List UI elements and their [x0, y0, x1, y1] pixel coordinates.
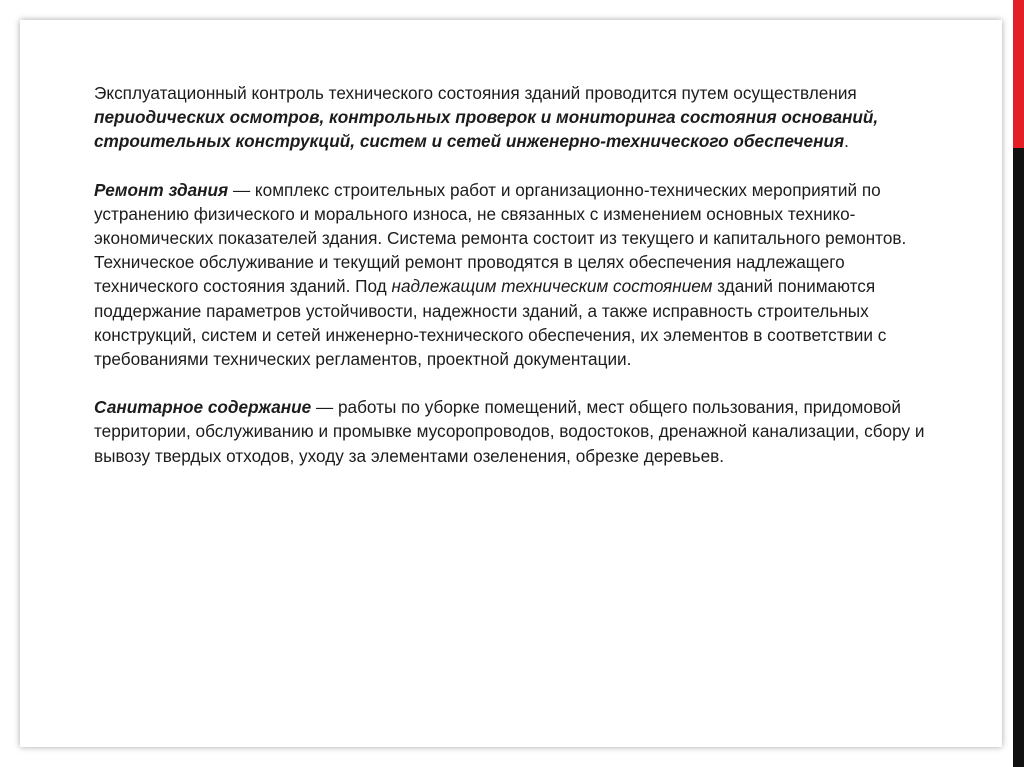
text-span: — комплекс строительных работ и организационно-технических мероприятий по устранению физического и морального износа, не связанных с изменением основных технико-экономических показателей здания. Система ремонта состоит из текущего и капитального ремонтов. [94, 179, 907, 249]
term-building-repair: Ремонт здания [94, 179, 229, 200]
paragraph-operational-control [94, 81, 944, 154]
accent-bar-black [1013, 148, 1024, 767]
slide-text-body [94, 81, 944, 468]
text-span: Эксплуатационный контроль технического состояния зданий проводится путем осуществления [94, 83, 857, 103]
text-span: — работы по уборке помещений, мест общего пользования, придомовой территории, обслуживанию и промывке мусоропроводов, водостоков, дренажной канализации, сбору и вывозу твердых отходов, уходу за элементами озеленения, обрезке деревьев. [94, 397, 925, 466]
paragraph-gap [94, 371, 944, 395]
text-span: зданий понимаются поддержание параметров устойчивости, надежности зданий, а также исправность строительных конструкций, систем и сетей инженерно-технического обеспечения, их элементов в соответствии с требованиями технических регламентов, проектной документации. [94, 276, 887, 370]
accent-bar-red [1013, 0, 1024, 148]
emphasis-term: периодических осмотров, контрольных проверок и мониторинга состояния оснований, строительных конструкций, систем и сетей инженерно-технического обеспечения [94, 107, 879, 152]
paragraph-maintenance [94, 250, 944, 371]
text-span: . [844, 131, 849, 152]
text-span: Техническое обслуживание и текущий ремонт проводятся в целях обеспечения надлежащего технического состояния зданий. Под [94, 252, 845, 297]
paragraph-sanitary-maintenance [94, 395, 944, 468]
paragraph-gap [94, 154, 944, 178]
paragraph-building-repair [94, 178, 944, 251]
term-proper-condition: надлежащим техническим состоянием [391, 276, 713, 297]
term-sanitary-maintenance: Санитарное содержание [94, 397, 312, 418]
